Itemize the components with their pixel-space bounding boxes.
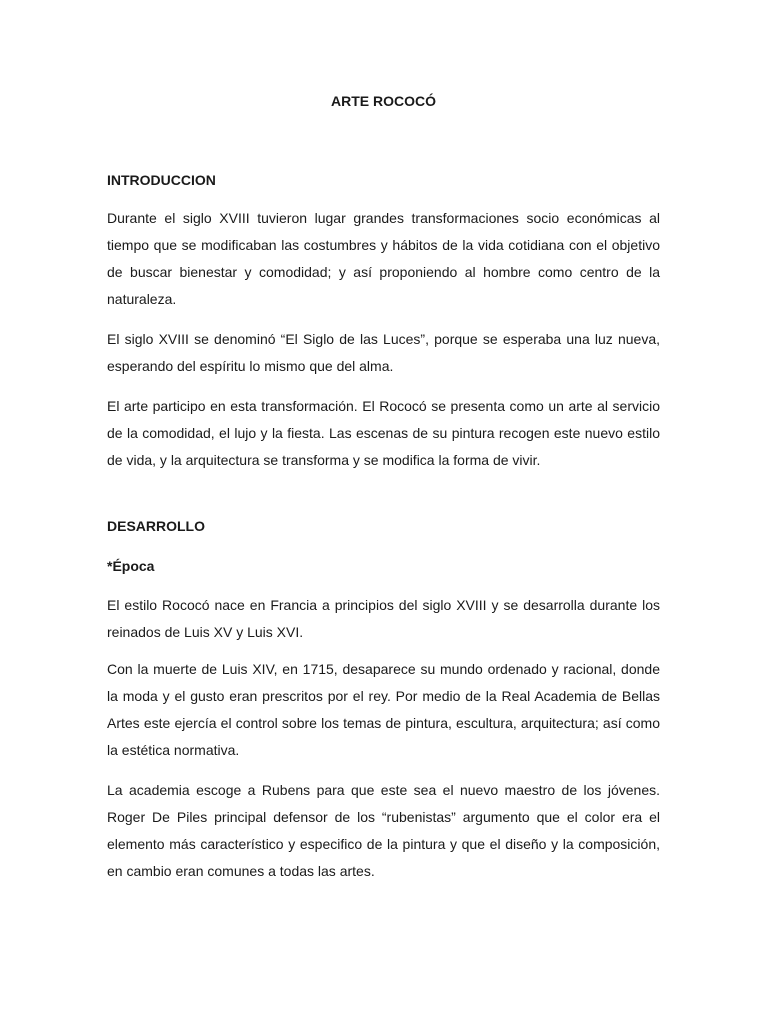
- subheading-epoca: *Época: [107, 558, 155, 574]
- section-heading-introduccion: INTRODUCCION: [107, 172, 216, 188]
- page-title: ARTE ROCOCÓ: [331, 93, 436, 109]
- intro-paragraph-2: El siglo XVIII se denominó “El Siglo de las Luces”, porque se esperaba una luz nueva, esperando del espíritu lo mismo que del alma.: [107, 331, 660, 374]
- section-heading-desarrollo: DESARROLLO: [107, 518, 205, 534]
- intro-paragraph-3: El arte participo en esta transformación. El Rococó se presenta como un arte al servicio de la comodidad, el lujo y la fiesta. Las escenas de su pintura recogen este nuevo estilo de vida, y la arquitectura se transforma y se modifica la forma de vivir.: [107, 398, 660, 468]
- desarrollo-paragraph-1: El estilo Rococó nace en Francia a principios del siglo XVIII y se desarrolla durante los reinados de Luis XV y Luis XVI.: [107, 597, 660, 640]
- document-page: [107, 0, 660, 1024]
- intro-paragraph-1: Durante el siglo XVIII tuvieron lugar grandes transformaciones socio económicas al tiempo que se modificaban las costumbres y hábitos de la vida cotidiana con el objetivo de buscar bienestar y comodidad; y así proponiendo al hombre como centro de la naturaleza.: [107, 210, 660, 307]
- desarrollo-paragraph-3: La academia escoge a Rubens para que este sea el nuevo maestro de los jóvenes. Roger De Piles principal defensor de los “rubenistas” argumento que el color era el elemento más característico y especifico de la pintura y que el diseño y la composición, en cambio eran comunes a todas las artes.: [107, 782, 660, 879]
- desarrollo-paragraph-2: Con la muerte de Luis XIV, en 1715, desaparece su mundo ordenado y racional, donde la moda y el gusto eran prescritos por el rey. Por medio de la Real Academia de Bellas Artes este ejercía el control sobre los temas de pintura, escultura, arquitectura; así como la estética normativa.: [107, 661, 660, 758]
